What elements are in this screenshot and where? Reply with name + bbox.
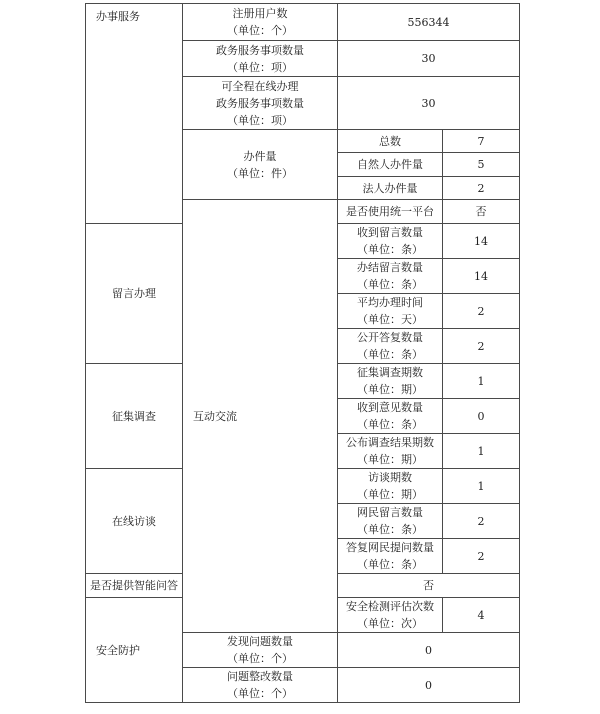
- handled-total-value: 7: [443, 130, 520, 153]
- survey-label: 征集调查: [86, 364, 183, 469]
- service-items-label: 政务服务事项数量 （单位：项）: [183, 41, 338, 77]
- answers-label: 答复网民提问数量 （单位：条）: [338, 539, 443, 574]
- statistics-table: [85, 3, 520, 703]
- interview-periods-value: 1: [443, 469, 520, 504]
- category-security: 安全防护: [86, 598, 183, 703]
- completed-messages-label: 办结留言数量 （单位：条）: [338, 259, 443, 294]
- legal-person-value: 2: [443, 177, 520, 200]
- survey-results-value: 1: [443, 434, 520, 469]
- evaluations-label: 安全检测评估次数 （单位：次）: [338, 598, 443, 633]
- interview-periods-label: 访谈期数 （单位：期）: [338, 469, 443, 504]
- legal-person-label: 法人办件量: [338, 177, 443, 200]
- opinions-label: 收到意见数量 （单位：条）: [338, 399, 443, 434]
- fixed-label: 问题整改数量 （单位：个）: [183, 668, 338, 703]
- survey-periods-value: 1: [443, 364, 520, 399]
- handled-label: 办件量 （单位：件）: [183, 130, 338, 200]
- public-replies-value: 2: [443, 329, 520, 364]
- evaluations-value: 4: [443, 598, 520, 633]
- messages-label: 留言办理: [86, 224, 183, 364]
- registered-users-value: 556344: [338, 4, 520, 41]
- avg-time-value: 2: [443, 294, 520, 329]
- problems-label: 发现问题数量 （单位：个）: [183, 633, 338, 668]
- category-interaction: 互动交流: [183, 200, 338, 633]
- category-service: 办事服务: [86, 4, 183, 224]
- fixed-value: 0: [338, 668, 520, 703]
- smart-qa-value: 否: [338, 574, 520, 598]
- natural-person-value: 5: [443, 153, 520, 177]
- netizen-messages-value: 2: [443, 504, 520, 539]
- opinions-value: 0: [443, 399, 520, 434]
- completed-messages-value: 14: [443, 259, 520, 294]
- online-items-label: 可全程在线办理 政务服务事项数量 （单位：项）: [183, 77, 338, 130]
- survey-periods-label: 征集调查期数 （单位：期）: [338, 364, 443, 399]
- registered-users-label: 注册用户数 （单位：个）: [183, 4, 338, 41]
- unified-platform-value: 否: [443, 200, 520, 224]
- avg-time-label: 平均办理时间 （单位：天）: [338, 294, 443, 329]
- netizen-messages-label: 网民留言数量 （单位：条）: [338, 504, 443, 539]
- received-messages-value: 14: [443, 224, 520, 259]
- service-items-value: 30: [338, 41, 520, 77]
- received-messages-label: 收到留言数量 （单位：条）: [338, 224, 443, 259]
- survey-results-label: 公布调查结果期数 （单位：期）: [338, 434, 443, 469]
- smart-qa-label: 是否提供智能问答: [86, 574, 183, 598]
- public-replies-label: 公开答复数量 （单位：条）: [338, 329, 443, 364]
- unified-platform-label: 是否使用统一平台: [338, 200, 443, 224]
- answers-value: 2: [443, 539, 520, 574]
- handled-total-label: 总数: [338, 130, 443, 153]
- interview-label: 在线访谈: [86, 469, 183, 574]
- online-items-value: 30: [338, 77, 520, 130]
- natural-person-label: 自然人办件量: [338, 153, 443, 177]
- problems-value: 0: [338, 633, 520, 668]
